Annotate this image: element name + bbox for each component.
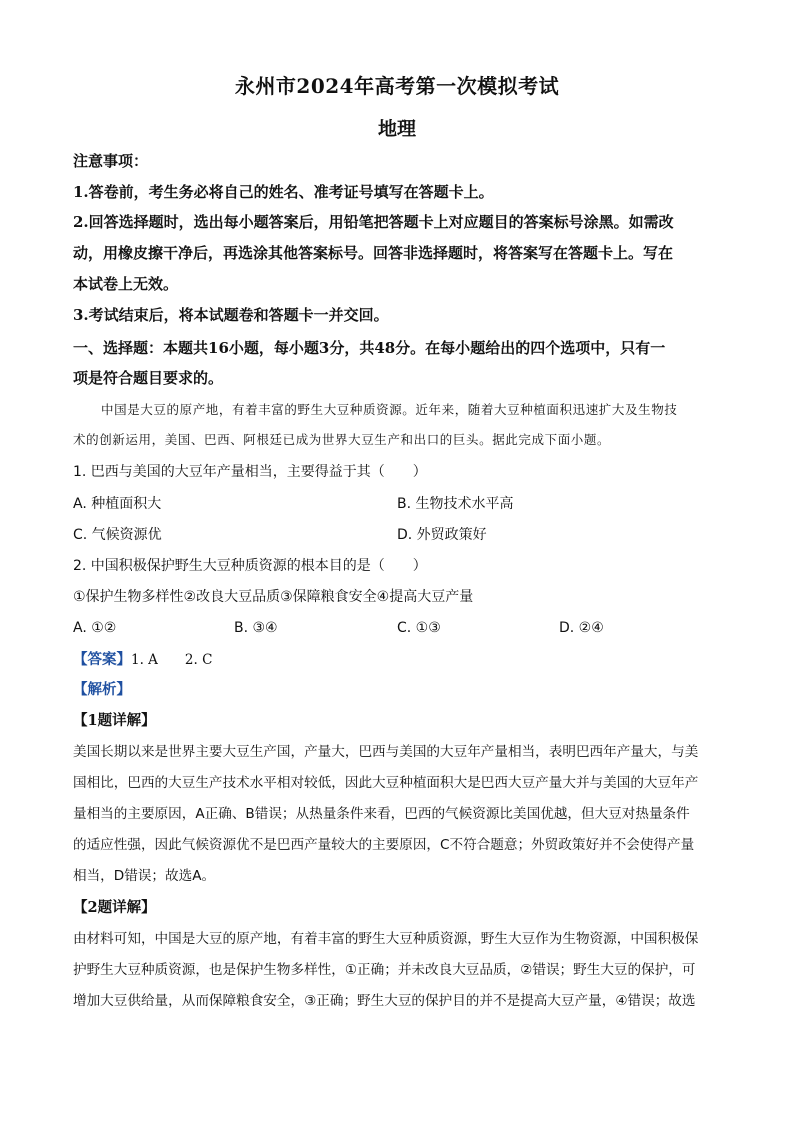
material-line-1: 中国是大豆的原产地，有着丰富的野生大豆种质资源。近年来，随着大豆种植面积迅速扩大及生物技 — [101, 402, 678, 417]
question-2-detail-line-2: 护野生大豆种质资源，也是保护生物多样性，①正确；并未改良大豆品质，②错误；野生大豆的保护，可 — [73, 962, 696, 978]
answer-tag: 【答案】 — [73, 651, 131, 668]
question-1-detail-heading: 【1题详解】 — [73, 712, 156, 729]
question-1-option-b: B. 生物技术水平高 — [397, 496, 514, 512]
question-2-stem: 2. 中国积极保护野生大豆种质资源的根本目的是（ ） — [73, 558, 427, 574]
question-1-detail-line-1: 美国长期以来是世界主要大豆生产国，产量大，巴西与美国的大豆年产量相当，表明巴西年产量大，与美 — [73, 744, 699, 760]
notice-heading: 注意事项： — [73, 152, 149, 170]
question-1-option-d: D. 外贸政策好 — [397, 527, 487, 543]
notice-item-2-line-2: 动，用橡皮擦干净后，再选涂其他答案标号。回答非选择题时，将答案写在答题卡上。写在 — [73, 244, 674, 262]
notice-item-1: 1.答卷前，考生务必将自己的姓名、准考证号填写在答题卡上。 — [73, 183, 494, 201]
question-1-option-a: A. 种植面积大 — [73, 496, 162, 512]
question-2-statements: ①保护生物多样性②改良大豆品质③保障粮食安全④提高大豆产量 — [73, 589, 474, 605]
section-instruction-line-2: 项是符合题目要求的。 — [73, 369, 224, 387]
exam-subject: 地理 — [377, 118, 416, 140]
question-2-option-d: D. ②④ — [559, 620, 604, 636]
question-2-option-c: C. ①③ — [397, 620, 441, 636]
material-line-2: 术的创新运用，美国、巴西、阿根廷已成为世界大豆生产和出口的巨头。据此完成下面小题。 — [73, 432, 611, 447]
question-2-option-a: A. ①② — [73, 620, 117, 636]
question-1-stem: 1. 巴西与美国的大豆年产量相当，主要得益于其（ ） — [73, 464, 427, 480]
question-1-detail-line-2: 国相比，巴西的大豆生产技术水平相对较低，因此大豆种植面积大是巴西大豆产量大并与美国的大豆年产 — [73, 775, 699, 791]
exam-title: 永州市2024年高考第一次模拟考试 — [234, 74, 560, 98]
answer-value: 1. A 2. C — [131, 652, 213, 668]
question-1-detail-line-5: 相当，D错误；故选A。 — [73, 868, 216, 884]
question-2-detail-line-1: 由材料可知，中国是大豆的原产地，有着丰富的野生大豆种质资源，野生大豆作为生物资源，中国积极保 — [73, 931, 699, 947]
question-1-option-c: C. 气候资源优 — [73, 527, 162, 543]
analysis-tag: 【解析】 — [73, 681, 131, 698]
notice-item-2-line-3: 本试卷上无效。 — [73, 275, 179, 293]
answer-row — [73, 650, 723, 670]
question-2-detail-heading: 【2题详解】 — [73, 899, 156, 916]
question-2-detail-line-3: 增加大豆供给量，从而保障粮食安全，③正确；野生大豆的保护目的并不是提高大豆产量，④错误；故选 — [73, 993, 696, 1009]
notice-item-2-line-1: 2.回答选择题时，选出每小题答案后，用铅笔把答题卡上对应题目的答案标号涂黑。如需改 — [73, 213, 674, 231]
notice-item-3: 3.考试结束后，将本试题卷和答题卡一并交回。 — [73, 306, 389, 324]
question-1-detail-line-3: 量相当的主要原因，A正确、B错误；从热量条件来看，巴西的气候资源比美国优越，但大豆对热量条件 — [73, 806, 690, 822]
question-1-detail-line-4: 的适应性强，因此气候资源优不是巴西产量较大的主要原因，C不符合题意；外贸政策好并不会使得产量 — [73, 837, 695, 853]
question-2-option-b: B. ③④ — [234, 620, 278, 636]
section-instruction-line-1: 一、选择题：本题共16小题，每小题3分，共48分。在每小题给出的四个选项中，只有一 — [73, 339, 666, 357]
